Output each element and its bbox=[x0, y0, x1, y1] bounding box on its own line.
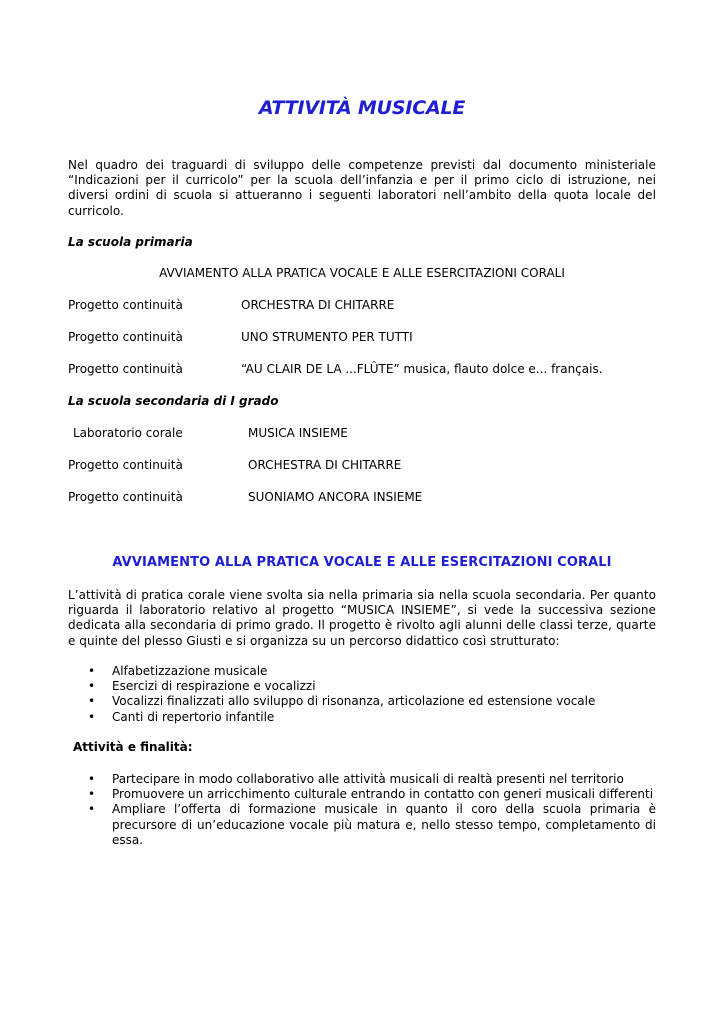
secondaria-row bbox=[68, 426, 668, 442]
row-value: SUONIAMO ANCORA INSIEME bbox=[248, 490, 423, 504]
finalita-heading: Attività e finalità: bbox=[73, 740, 193, 754]
bullet-icon: • bbox=[88, 709, 96, 724]
list-item: • Partecipare in modo collaborativo alle attività musicali di realtà presenti nel territorio bbox=[88, 772, 624, 786]
intro-paragraph: Nel quadro dei traguardi di sviluppo delle competenze previsti dal documento ministeriale “Indicazioni per il curricolo” per la scuola dell’infanzia e per il primo ciclo di istruzione, nei diversi ordini di scuola si attueranno i seguenti laboratori nell’ambito della quota locale del curricolo. bbox=[68, 158, 656, 218]
list-item: • Esercizi di respirazione e vocalizzi bbox=[88, 679, 316, 694]
row-label: Laboratorio corale bbox=[73, 426, 183, 440]
row-label: Progetto continuità bbox=[68, 330, 183, 344]
row-label: Progetto continuità bbox=[68, 298, 183, 312]
list-item: • Ampliare l’offerta di formazione musicale in quanto il coro della scuola primaria è precursore di un’educazione vocale più matura e, nello stesso tempo, completamento di essa. bbox=[88, 802, 656, 847]
row-value: “AU CLAIR DE LA ...FLÛTE” musica, flauto dolce e... français. bbox=[241, 362, 603, 376]
bullet-icon: • bbox=[88, 664, 96, 678]
secondaria-row bbox=[68, 490, 668, 506]
primaria-lab-title: AVVIAMENTO ALLA PRATICA VOCALE E ALLE ESERCITAZIONI CORALI bbox=[159, 266, 565, 280]
list-item: • Vocalizzi finalizzati allo sviluppo di risonanza, articolazione ed estensione vocale bbox=[88, 694, 596, 709]
secondaria-heading: La scuola secondaria di I grado bbox=[68, 394, 279, 408]
primaria-row bbox=[68, 362, 668, 378]
finalita-list bbox=[88, 772, 656, 848]
bullet-icon: • bbox=[88, 787, 96, 802]
section-paragraph: L’attività di pratica corale viene svolta sia nella primaria sia nella scuola secondaria. Per quanto riguarda il laboratorio relativo al progetto “MUSICA INSIEME”, si vede la successiva sezione dedicata alla secondaria di primo grado. Il progetto è rivolto agli alunni delle classi terze, quarte e quinte del plesso Giusti e si organizza su un percorso didattico così strutturato: bbox=[68, 588, 656, 648]
row-label: Progetto continuità bbox=[68, 490, 183, 504]
secondaria-row bbox=[68, 458, 668, 474]
list-item: • Alfabetizzazione musicale bbox=[88, 664, 268, 678]
primaria-row bbox=[68, 298, 668, 314]
primaria-row bbox=[68, 330, 668, 346]
section-heading: AVVIAMENTO ALLA PRATICA VOCALE E ALLE ESERCITAZIONI CORALI bbox=[112, 555, 612, 570]
bullet-icon: • bbox=[88, 694, 96, 709]
row-label: Progetto continuità bbox=[68, 362, 183, 376]
list-item: • Promuovere un arricchimento culturale entrando in contatto con generi musicali differenti bbox=[88, 787, 654, 802]
row-value: MUSICA INSIEME bbox=[248, 426, 348, 440]
row-value: ORCHESTRA DI CHITARRE bbox=[241, 298, 395, 312]
page-title: ATTIVITÀ MUSICALE bbox=[258, 97, 466, 119]
bullet-icon: • bbox=[88, 679, 96, 694]
list-item: • Canti di repertorio infantile bbox=[88, 709, 275, 724]
row-value: ORCHESTRA DI CHITARRE bbox=[248, 458, 402, 472]
bullet-icon: • bbox=[88, 772, 96, 786]
percorso-list bbox=[88, 664, 656, 725]
row-label: Progetto continuità bbox=[68, 458, 183, 472]
primaria-heading: La scuola primaria bbox=[68, 235, 193, 249]
row-value: UNO STRUMENTO PER TUTTI bbox=[241, 330, 413, 344]
bullet-icon: • bbox=[88, 802, 96, 817]
